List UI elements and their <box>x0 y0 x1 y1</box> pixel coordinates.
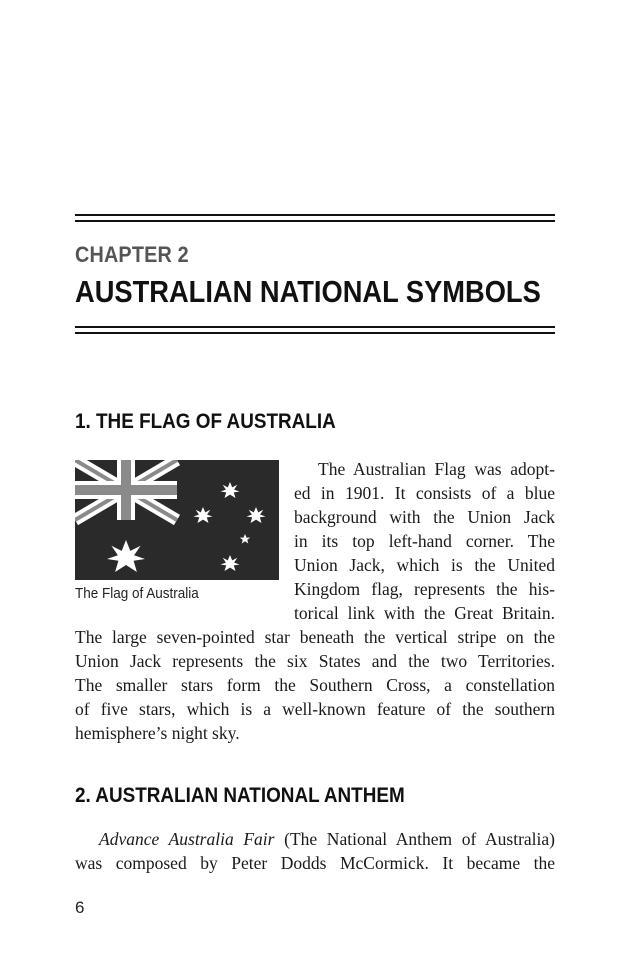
wrap-line: background with the Union Jack <box>294 507 555 527</box>
section-heading-flag: 1. THE FLAG OF AUSTRALIA <box>75 410 336 433</box>
section-heading-anthem: 2. AUSTRALIAN NATIONAL ANTHEM <box>75 784 405 807</box>
wrap-line: Union Jack, which is the United <box>294 555 555 575</box>
wrap-line: ed in 1901. It consists of a blue <box>294 483 555 503</box>
bottom-rule-2 <box>75 332 555 334</box>
top-rule-1 <box>75 214 555 216</box>
bottom-rule-1 <box>75 326 555 328</box>
wrap-line: torical link with the Great Britain. <box>294 603 555 623</box>
anthem-first-line <box>99 827 555 851</box>
union-jack-icon <box>75 460 177 520</box>
flag-caption: The Flag of Australia <box>75 585 199 602</box>
body-line: The smaller stars form the Southern Cross, a constellation <box>75 675 555 695</box>
flag-graphic <box>75 460 279 580</box>
chapter-title: AUSTRALIAN NATIONAL SYMBOLS <box>75 274 541 309</box>
anthem-title: Advance Australia Fair <box>99 829 275 849</box>
wrap-line: Kingdom flag, represents the his- <box>294 579 555 599</box>
body-line: of five stars, which is a well-known feature of the southern <box>75 699 555 719</box>
body-line: Union Jack represents the six States and the two Territories. <box>75 651 555 671</box>
top-rule-2 <box>75 220 555 222</box>
australian-flag-image <box>75 460 279 580</box>
page-number: 6 <box>75 898 85 917</box>
chapter-label: CHAPTER 2 <box>75 242 189 267</box>
wrap-line: in its top left-hand corner. The <box>294 531 555 551</box>
body-line: was composed by Peter Dodds McCormick. It became the <box>75 853 555 873</box>
body-line: The large seven-pointed star beneath the vertical stripe on the <box>75 627 555 647</box>
wrap-line: The Australian Flag was adopt- <box>318 459 555 479</box>
anthem-line-rest: (The National Anthem of Australia) <box>274 829 556 849</box>
body-line: hemisphere’s night sky. <box>75 723 240 743</box>
